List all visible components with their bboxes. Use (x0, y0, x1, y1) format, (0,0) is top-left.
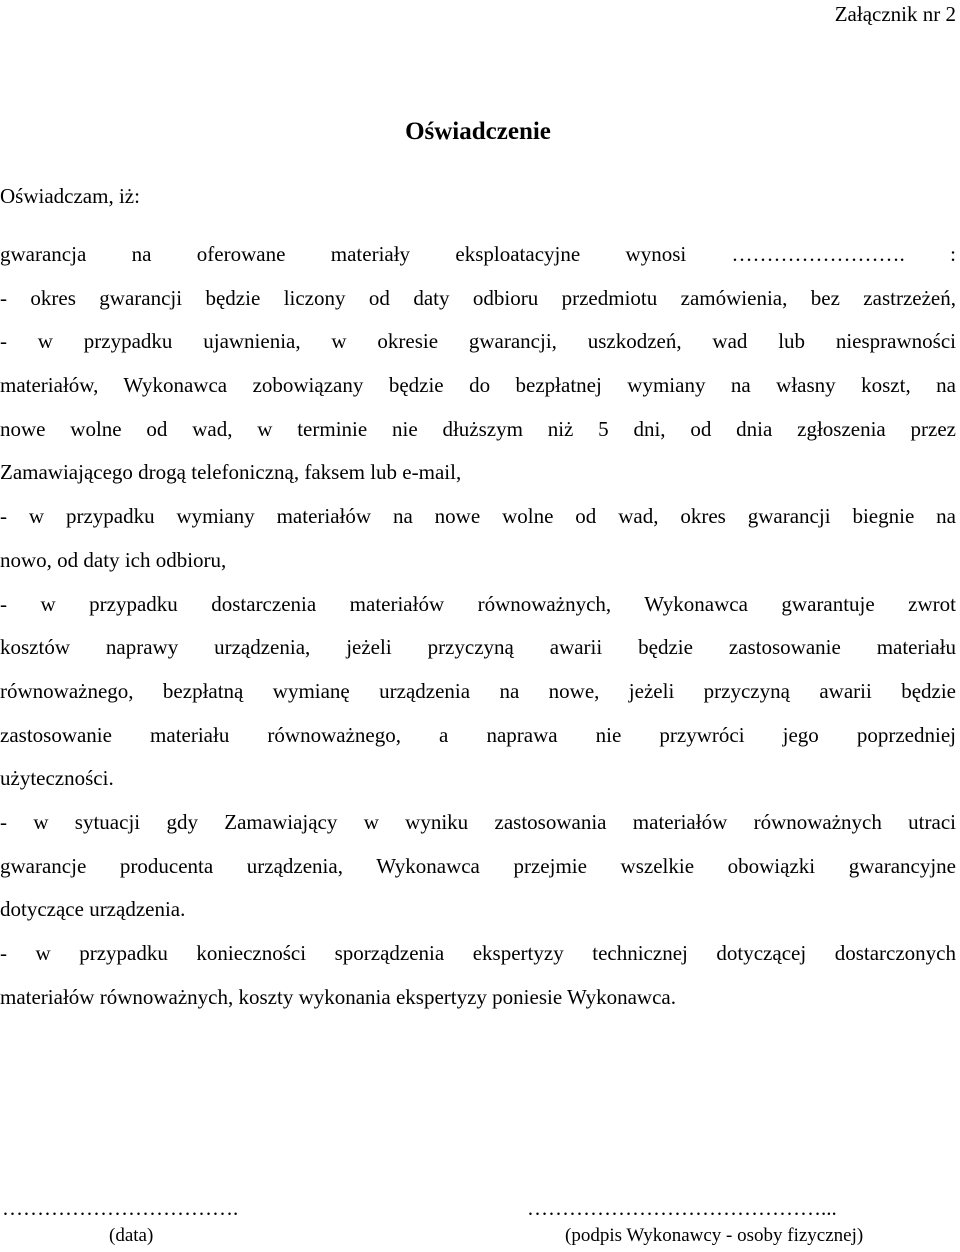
body-line: - w przypadku dostarczenia materiałów równoważnych, Wykonawca gwarantuje zwrot (0, 591, 956, 616)
body-line: Zamawiającego drogą telefoniczną, faksem lub e-mail, (0, 460, 462, 485)
signature-dotted-line: ……………………………………... (527, 1196, 837, 1220)
body-line: - w przypadku wymiany materiałów na nowe wolne od wad, okres gwarancji biegnie na (0, 504, 956, 529)
document-title: Oświadczenie (405, 118, 551, 145)
body-line: równoważnego, bezpłatną wymianę urządzenia na nowe, jeżeli przyczyną awarii będzie (0, 678, 956, 703)
declaration-body (0, 233, 956, 1019)
body-line: - w przypadku ujawnienia, w okresie gwarancji, uszkodzeń, wad lub niesprawności (0, 329, 956, 354)
annex-label: Załącznik nr 2 (834, 2, 956, 26)
date-dotted-line: ……………………………. (2, 1196, 239, 1220)
intro-text: Oświadczam, iż: (0, 184, 140, 208)
body-line: użyteczności. (0, 766, 114, 791)
body-line: - okres gwarancji będzie liczony od daty odbioru przedmiotu zamówienia, bez zastrzeżeń, (0, 285, 956, 310)
body-line: nowo, od daty ich odbioru, (0, 547, 227, 572)
body-line: kosztów naprawy urządzenia, jeżeli przyczyną awarii będzie zastosowanie materiału (0, 635, 956, 660)
body-line: gwarancje producenta urządzenia, Wykonawca przejmie wszelkie obowiązki gwarancyjne (0, 853, 956, 878)
body-line: nowe wolne od wad, w terminie nie dłuższym niż 5 dni, od dnia zgłoszenia przez (0, 416, 956, 441)
body-line: dotyczące urządzenia. (0, 897, 186, 922)
body-line: materiałów, Wykonawca zobowiązany będzie do bezpłatnej wymiany na własny koszt, na (0, 373, 956, 398)
body-line: - w przypadku konieczności sporządzenia ekspertyzy technicznej dotyczącej dostarczonych (0, 941, 956, 965)
body-line: materiałów równoważnych, koszty wykonania ekspertyzy poniesie Wykonawca. (0, 984, 676, 1009)
signature-label: (podpis Wykonawcy - osoby fizycznej) (565, 1225, 864, 1246)
body-line: - w sytuacji gdy Zamawiający w wyniku zastosowania materiałów równoważnych utraci (0, 809, 956, 834)
body-line: zastosowanie materiału równoważnego, a naprawa nie przywróci jego poprzedniej (0, 722, 956, 747)
body-line: gwarancja na oferowane materiały eksploatacyjne wynosi ……………………. : (0, 242, 956, 266)
date-label: (data) (109, 1225, 154, 1246)
